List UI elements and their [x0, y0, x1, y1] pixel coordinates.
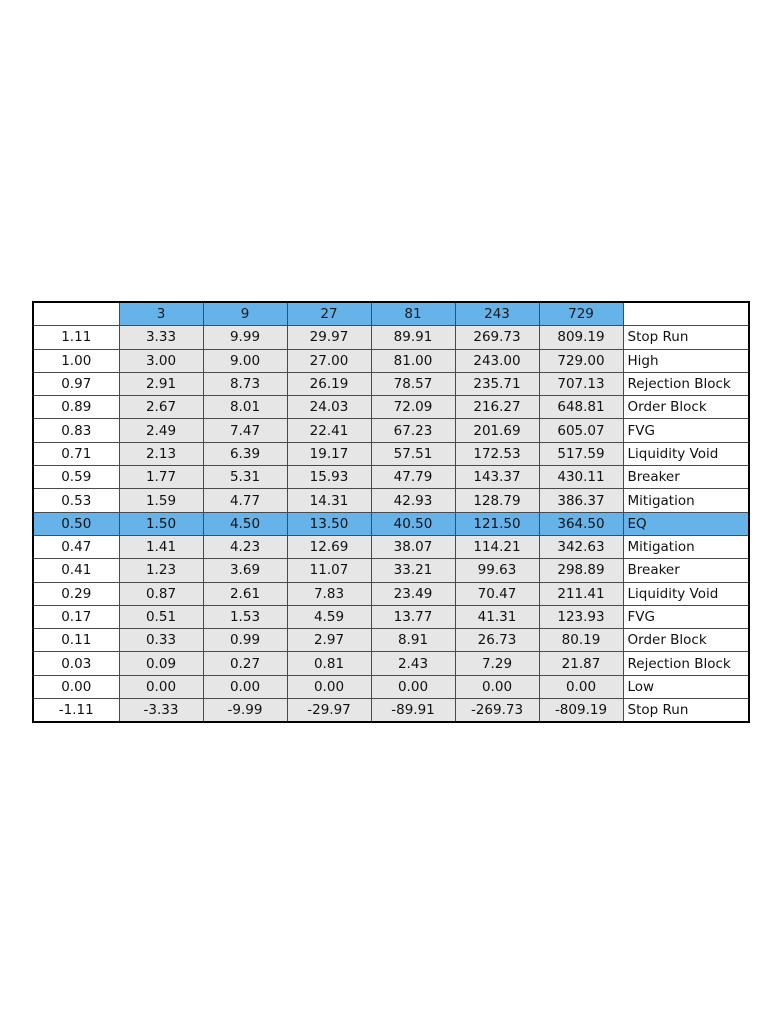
table-row — [33, 396, 749, 419]
value-cell[interactable]: 4.77 — [203, 489, 287, 512]
value-cell[interactable]: 22.41 — [287, 419, 371, 442]
value-cell[interactable]: 1.50 — [119, 512, 203, 535]
value-cell[interactable]: 13.50 — [287, 512, 371, 535]
table-row — [33, 349, 749, 372]
value-cell[interactable]: 89.91 — [371, 326, 455, 349]
value-cell[interactable]: 3.69 — [203, 559, 287, 582]
value-cell[interactable]: 128.79 — [455, 489, 539, 512]
value-cell[interactable]: 7.83 — [287, 582, 371, 605]
value-cell[interactable]: 7.29 — [455, 652, 539, 675]
value-cell[interactable]: 9.99 — [203, 326, 287, 349]
value-cell[interactable]: 38.07 — [371, 535, 455, 558]
value-cell[interactable]: -269.73 — [455, 699, 539, 723]
ratio-cell[interactable]: -1.11 — [33, 699, 119, 723]
level-label-cell[interactable]: Rejection Block — [623, 652, 749, 675]
value-cell[interactable]: 0.27 — [203, 652, 287, 675]
level-label-cell[interactable]: Order Block — [623, 396, 749, 419]
value-cell[interactable]: 517.59 — [539, 442, 623, 465]
value-cell[interactable]: 648.81 — [539, 396, 623, 419]
value-cell[interactable]: 2.97 — [287, 629, 371, 652]
value-cell[interactable]: 19.17 — [287, 442, 371, 465]
level-label-cell[interactable]: Low — [623, 675, 749, 698]
value-cell[interactable]: 47.79 — [371, 466, 455, 489]
table-row — [33, 466, 749, 489]
value-cell[interactable]: 41.31 — [455, 605, 539, 628]
value-cell[interactable]: 5.31 — [203, 466, 287, 489]
table-row — [33, 326, 749, 349]
value-cell[interactable]: 114.21 — [455, 535, 539, 558]
value-cell[interactable]: 0.81 — [287, 652, 371, 675]
header-label-cell[interactable] — [623, 302, 749, 326]
table-row — [33, 372, 749, 395]
ratio-cell[interactable]: 0.97 — [33, 372, 119, 395]
value-cell[interactable]: 3.00 — [119, 349, 203, 372]
value-cell[interactable]: 2.13 — [119, 442, 203, 465]
value-cell[interactable]: 8.01 — [203, 396, 287, 419]
value-cell[interactable]: -9.99 — [203, 699, 287, 723]
value-cell[interactable]: 99.63 — [455, 559, 539, 582]
ratio-cell[interactable]: 0.53 — [33, 489, 119, 512]
table-row — [33, 442, 749, 465]
table-row — [33, 605, 749, 628]
value-cell[interactable]: 0.00 — [119, 675, 203, 698]
ratio-cell[interactable]: 0.83 — [33, 419, 119, 442]
table-row — [33, 489, 749, 512]
value-cell[interactable]: 298.89 — [539, 559, 623, 582]
level-label-cell[interactable]: Rejection Block — [623, 372, 749, 395]
level-label-cell[interactable]: Stop Run — [623, 699, 749, 723]
value-cell[interactable]: 9.00 — [203, 349, 287, 372]
value-cell[interactable]: 0.00 — [371, 675, 455, 698]
value-cell[interactable]: 81.00 — [371, 349, 455, 372]
value-cell[interactable]: 3.33 — [119, 326, 203, 349]
value-cell[interactable]: 78.57 — [371, 372, 455, 395]
table-row — [33, 559, 749, 582]
value-cell[interactable]: 0.00 — [455, 675, 539, 698]
header-row — [33, 302, 749, 326]
table-row — [33, 629, 749, 652]
value-cell[interactable]: 57.51 — [371, 442, 455, 465]
value-cell[interactable]: 430.11 — [539, 466, 623, 489]
value-cell[interactable]: 27.00 — [287, 349, 371, 372]
table-row — [33, 535, 749, 558]
value-cell[interactable]: 42.93 — [371, 489, 455, 512]
value-cell[interactable]: 729.00 — [539, 349, 623, 372]
ratio-cell[interactable]: 0.89 — [33, 396, 119, 419]
value-cell[interactable]: 80.19 — [539, 629, 623, 652]
ratio-cell[interactable]: 0.71 — [33, 442, 119, 465]
value-cell[interactable]: 15.93 — [287, 466, 371, 489]
value-cell[interactable]: 0.87 — [119, 582, 203, 605]
ratio-cell[interactable]: 0.03 — [33, 652, 119, 675]
value-cell[interactable]: 605.07 — [539, 419, 623, 442]
header-corner-cell[interactable] — [33, 302, 119, 326]
ratio-cell[interactable]: 0.17 — [33, 605, 119, 628]
header-multiplier-cell[interactable]: 9 — [203, 302, 287, 326]
value-cell[interactable]: 0.00 — [203, 675, 287, 698]
ratio-cell[interactable]: 1.00 — [33, 349, 119, 372]
value-cell[interactable]: 172.53 — [455, 442, 539, 465]
ratio-cell[interactable]: 0.59 — [33, 466, 119, 489]
header-multiplier-cell[interactable]: 3 — [119, 302, 203, 326]
table-row — [33, 582, 749, 605]
value-cell[interactable]: 72.09 — [371, 396, 455, 419]
value-cell[interactable]: 707.13 — [539, 372, 623, 395]
value-cell[interactable]: 121.50 — [455, 512, 539, 535]
value-cell[interactable]: 33.21 — [371, 559, 455, 582]
value-cell[interactable]: 29.97 — [287, 326, 371, 349]
level-label-cell[interactable]: Liquidity Void — [623, 582, 749, 605]
table-row-highlighted — [33, 512, 749, 535]
value-cell[interactable]: 24.03 — [287, 396, 371, 419]
level-table — [32, 301, 750, 723]
table-row — [33, 419, 749, 442]
header-multiplier-cell[interactable]: 81 — [371, 302, 455, 326]
value-cell[interactable]: 1.23 — [119, 559, 203, 582]
value-cell[interactable]: 13.77 — [371, 605, 455, 628]
value-cell[interactable]: 0.00 — [539, 675, 623, 698]
level-label-cell[interactable]: Liquidity Void — [623, 442, 749, 465]
value-cell[interactable]: 23.49 — [371, 582, 455, 605]
value-cell[interactable]: 1.53 — [203, 605, 287, 628]
ratio-cell[interactable]: 0.00 — [33, 675, 119, 698]
value-cell[interactable]: 269.73 — [455, 326, 539, 349]
value-cell[interactable]: -89.91 — [371, 699, 455, 723]
value-cell[interactable]: 40.50 — [371, 512, 455, 535]
value-cell[interactable]: 6.39 — [203, 442, 287, 465]
value-cell[interactable]: 26.19 — [287, 372, 371, 395]
value-cell[interactable]: 7.47 — [203, 419, 287, 442]
ratio-cell[interactable]: 0.41 — [33, 559, 119, 582]
value-cell[interactable]: 0.51 — [119, 605, 203, 628]
value-cell[interactable]: 2.49 — [119, 419, 203, 442]
value-cell[interactable]: 0.33 — [119, 629, 203, 652]
value-cell[interactable]: 2.61 — [203, 582, 287, 605]
level-label-cell[interactable]: Mitigation — [623, 535, 749, 558]
value-cell[interactable]: 386.37 — [539, 489, 623, 512]
level-label-cell[interactable]: FVG — [623, 419, 749, 442]
level-label-cell[interactable]: Stop Run — [623, 326, 749, 349]
level-label-cell[interactable]: Breaker — [623, 466, 749, 489]
value-cell[interactable]: -29.97 — [287, 699, 371, 723]
value-cell[interactable]: -3.33 — [119, 699, 203, 723]
value-cell[interactable]: 201.69 — [455, 419, 539, 442]
value-cell[interactable]: 8.91 — [371, 629, 455, 652]
header-multiplier-cell[interactable]: 729 — [539, 302, 623, 326]
value-cell[interactable]: 11.07 — [287, 559, 371, 582]
value-cell[interactable]: 0.99 — [203, 629, 287, 652]
table-row — [33, 675, 749, 698]
value-cell[interactable]: 4.59 — [287, 605, 371, 628]
value-cell[interactable]: -809.19 — [539, 699, 623, 723]
value-cell[interactable]: 8.73 — [203, 372, 287, 395]
ratio-cell[interactable]: 0.50 — [33, 512, 119, 535]
level-label-cell[interactable]: Mitigation — [623, 489, 749, 512]
ratio-cell[interactable]: 0.47 — [33, 535, 119, 558]
value-cell[interactable]: 809.19 — [539, 326, 623, 349]
ratio-cell[interactable]: 0.11 — [33, 629, 119, 652]
value-cell[interactable]: 143.37 — [455, 466, 539, 489]
value-cell[interactable]: 70.47 — [455, 582, 539, 605]
table-row — [33, 652, 749, 675]
level-label-cell[interactable]: Breaker — [623, 559, 749, 582]
value-cell[interactable]: 2.91 — [119, 372, 203, 395]
level-label-cell[interactable]: Order Block — [623, 629, 749, 652]
value-cell[interactable]: 0.09 — [119, 652, 203, 675]
ratio-cell[interactable]: 0.29 — [33, 582, 119, 605]
level-label-cell[interactable]: FVG — [623, 605, 749, 628]
table-body — [33, 302, 749, 722]
value-cell[interactable]: 21.87 — [539, 652, 623, 675]
table-row — [33, 699, 749, 723]
value-cell[interactable]: 0.00 — [287, 675, 371, 698]
ratio-cell[interactable]: 1.11 — [33, 326, 119, 349]
header-multiplier-cell[interactable]: 27 — [287, 302, 371, 326]
value-cell[interactable]: 1.59 — [119, 489, 203, 512]
value-cell[interactable]: 4.23 — [203, 535, 287, 558]
value-cell[interactable]: 342.63 — [539, 535, 623, 558]
value-cell[interactable]: 2.43 — [371, 652, 455, 675]
value-cell[interactable]: 216.27 — [455, 396, 539, 419]
value-cell[interactable]: 26.73 — [455, 629, 539, 652]
value-cell[interactable]: 123.93 — [539, 605, 623, 628]
value-cell[interactable]: 1.77 — [119, 466, 203, 489]
value-cell[interactable]: 4.50 — [203, 512, 287, 535]
value-cell[interactable]: 211.41 — [539, 582, 623, 605]
value-cell[interactable]: 235.71 — [455, 372, 539, 395]
header-multiplier-cell[interactable]: 243 — [455, 302, 539, 326]
value-cell[interactable]: 364.50 — [539, 512, 623, 535]
value-cell[interactable]: 14.31 — [287, 489, 371, 512]
value-cell[interactable]: 67.23 — [371, 419, 455, 442]
value-cell[interactable]: 2.67 — [119, 396, 203, 419]
level-label-cell[interactable]: High — [623, 349, 749, 372]
value-cell[interactable]: 243.00 — [455, 349, 539, 372]
value-cell[interactable]: 12.69 — [287, 535, 371, 558]
level-label-cell[interactable]: EQ — [623, 512, 749, 535]
value-cell[interactable]: 1.41 — [119, 535, 203, 558]
